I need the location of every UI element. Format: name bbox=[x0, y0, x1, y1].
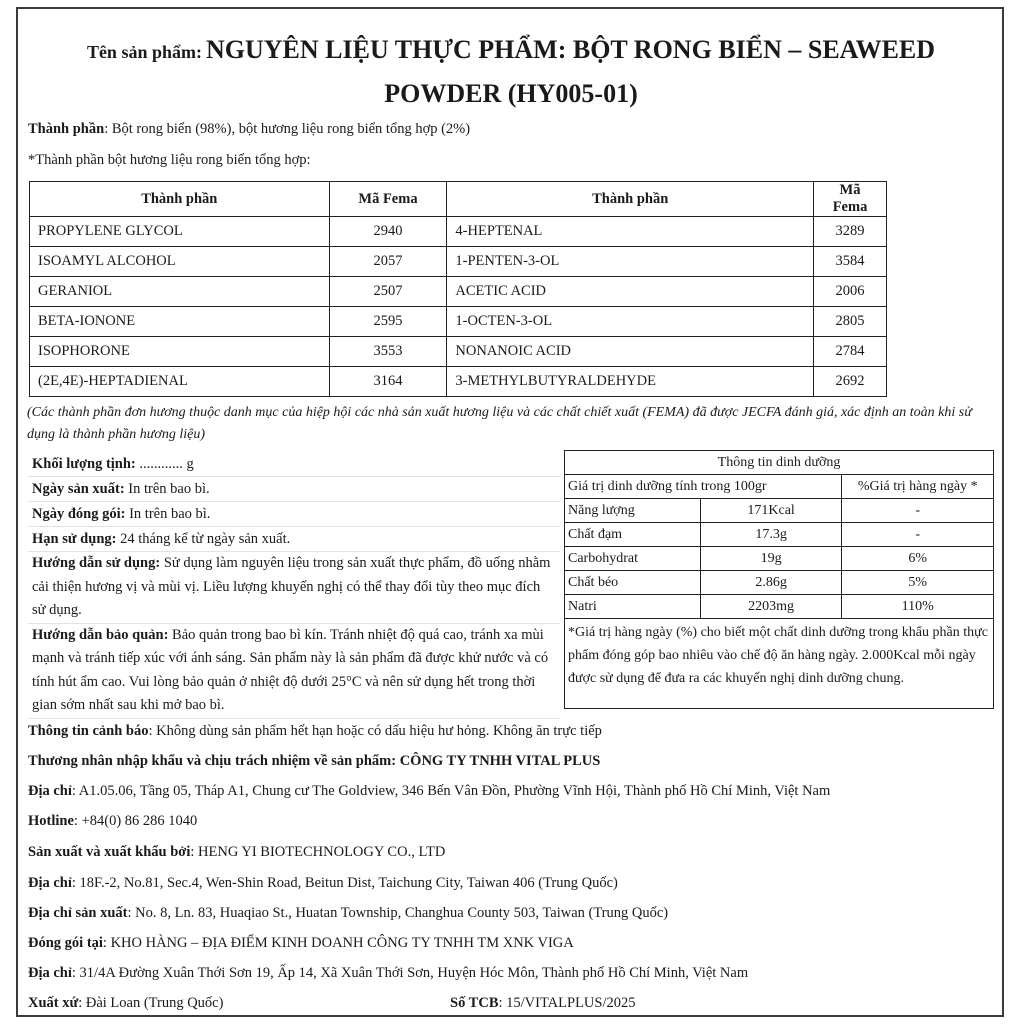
info-value: ............ g bbox=[135, 456, 194, 472]
fema-ingredient: 1-OCTEN-3-OL bbox=[447, 307, 814, 337]
nutrition-header-row bbox=[565, 475, 994, 499]
product-name-line2: POWDER (HY005-01) bbox=[384, 79, 638, 108]
fema-row bbox=[30, 367, 887, 397]
fema-note: (Các thành phần đơn hương thuộc danh mục của hiệp hội các nhà sản xuất hương liệu và các chất chiết xuất (FEMA) đã được JECFA đánh giá, xác định an toàn khi sử dụng là thành phần hương liệu) bbox=[27, 405, 972, 442]
info-label: Khối lượng tịnh: bbox=[32, 456, 136, 472]
nutrition-row bbox=[565, 595, 994, 619]
nutrition-footnote: *Giá trị hàng ngày (%) cho biết một chất dinh dưỡng trong khẩu phần thực phẩm đóng góp bao nhiêu vào chế độ ăn hàng ngày. 2.000Kcal mỗi ngày được sử dụng để đưa ra các khuyến nghị dinh dưỡng chung. bbox=[565, 619, 994, 709]
hotline-value: : +84(0) 86 286 1040 bbox=[73, 813, 198, 829]
composition-value: : Bột rong biển (98%), bột hương liệu rong biển tổng hợp (2%) bbox=[104, 121, 471, 137]
origin-value: : Đài Loan (Trung Quốc) bbox=[78, 995, 224, 1011]
production-address-line bbox=[28, 905, 668, 922]
nutrition-title: Thông tin dinh dưỡng bbox=[565, 451, 994, 475]
manufacturer-line bbox=[28, 844, 445, 861]
nutrient-dv: 110% bbox=[842, 595, 994, 619]
fema-table bbox=[29, 181, 887, 397]
nutrient-dv: - bbox=[842, 523, 994, 547]
address-label: Địa chỉ bbox=[28, 965, 72, 981]
product-name-label: Tên sản phẩm: bbox=[86, 42, 202, 62]
nutrition-header-dv: %Giá trị hàng ngày * bbox=[842, 475, 994, 499]
fema-ingredient: ISOAMYL ALCOHOL bbox=[30, 247, 330, 277]
origin-line bbox=[28, 995, 223, 1012]
nutrient-amount: 2203mg bbox=[700, 595, 842, 619]
fema-code: 2784 bbox=[814, 337, 887, 367]
importer-address-line bbox=[28, 783, 830, 800]
manufacturer-value: : HENG YI BIOTECHNOLOGY CO., LTD bbox=[190, 844, 446, 860]
nutrient-name: Chất đạm bbox=[565, 523, 701, 547]
flavor-composition-heading: *Thành phần bột hương liệu rong biển tổng hợp: bbox=[28, 152, 311, 168]
nutrition-row bbox=[565, 547, 994, 571]
fema-code: 3289 bbox=[814, 217, 887, 247]
fema-row bbox=[30, 337, 887, 367]
nutrition-table bbox=[564, 450, 994, 709]
hotline-line bbox=[28, 813, 197, 830]
nutrient-amount: 17.3g bbox=[700, 523, 842, 547]
production-address-label: Địa chỉ sản xuất bbox=[28, 905, 128, 921]
info-label: Hướng dẫn bảo quản: bbox=[32, 626, 169, 643]
fema-code: 3553 bbox=[329, 337, 447, 367]
fema-row bbox=[30, 307, 887, 337]
fema-ingredient: BETA-IONONE bbox=[30, 307, 330, 337]
manufacturer-address-line bbox=[28, 875, 618, 892]
nutrient-name: Năng lượng bbox=[565, 499, 701, 523]
fema-code: 2006 bbox=[814, 277, 887, 307]
warning-value: : Không dùng sản phẩm hết hạn hoặc có dấu hiệu hư hỏng. Không ăn trực tiếp bbox=[148, 723, 602, 739]
info-value: In trên bao bì. bbox=[124, 481, 210, 497]
info-expiry bbox=[28, 527, 560, 552]
nutrition-title-row bbox=[565, 451, 994, 475]
fema-row bbox=[30, 217, 887, 247]
fema-ingredient: (2E,4E)-HEPTADIENAL bbox=[30, 367, 330, 397]
fema-header-ingredient: Thành phần bbox=[30, 182, 330, 217]
packaged-at-label: Đóng gói tại bbox=[28, 935, 103, 951]
fema-code: 2805 bbox=[814, 307, 887, 337]
info-value: In trên bao bì. bbox=[125, 506, 211, 522]
nutrition-row bbox=[565, 523, 994, 547]
composition-label: Thành phần bbox=[28, 121, 105, 137]
nutrient-amount: 171Kcal bbox=[700, 499, 842, 523]
info-usage bbox=[28, 552, 560, 624]
packaged-at-value: : KHO HÀNG – ĐỊA ĐIỂM KINH DOANH CÔNG TY TNHH TM XNK VIGA bbox=[102, 935, 574, 951]
nutrient-dv: 5% bbox=[842, 571, 994, 595]
composition-line bbox=[28, 121, 470, 138]
address-label: Địa chỉ bbox=[28, 875, 72, 891]
fema-row bbox=[30, 247, 887, 277]
tcb-line bbox=[450, 995, 636, 1012]
product-name-line1: NGUYÊN LIỆU THỰC PHẨM: BỘT RONG BIỂN – SEAWEED bbox=[205, 35, 936, 64]
address-value: : 18F.-2, No.81, Sec.4, Wen-Shin Road, Beitun Dist, Taichung City, Taiwan 406 (Trung Quốc) bbox=[71, 875, 618, 891]
fema-ingredient: NONANOIC ACID bbox=[447, 337, 814, 367]
nutrient-amount: 19g bbox=[700, 547, 842, 571]
info-value: 24 tháng kể từ ngày sản xuất. bbox=[116, 531, 291, 547]
hotline-label: Hotline bbox=[28, 813, 74, 829]
nutrient-name: Chất béo bbox=[565, 571, 701, 595]
info-value: Bảo quản trong bao bì kín. Tránh nhiệt độ quá cao, tránh xa mùi mạnh và tránh tiếp xúc với ánh sáng. Sản phẩm này là sản phẩm đã được khử nước và có tính hút ẩm cao. Vui lòng bảo quản ở nhiệt độ dưới 25°C và nên sử dụng hết trong thời gian sớm nhất sau khi mở bao bì. bbox=[32, 626, 549, 713]
nutrient-dv: - bbox=[842, 499, 994, 523]
info-packaging-date bbox=[28, 502, 560, 527]
nutrition-row bbox=[565, 571, 994, 595]
info-label: Ngày sản xuất: bbox=[32, 481, 125, 497]
info-value: Sử dụng làm nguyên liệu trong sản xuất thực phẩm, đồ uống nhằm cải thiện hương vị và mùi vị. Liều lượng khuyến nghị có thể thay đổi tùy theo mục đích sử dụng. bbox=[32, 555, 551, 618]
origin-label: Xuất xứ bbox=[28, 995, 79, 1011]
warning-line bbox=[28, 723, 602, 740]
warning-label: Thông tin cảnh báo bbox=[28, 723, 149, 739]
nutrition-footnote-row bbox=[565, 619, 994, 709]
info-label: Hướng dẫn sử dụng: bbox=[32, 555, 161, 571]
address-value: : A1.05.06, Tầng 05, Tháp A1, Chung cư The Goldview, 346 Bến Vân Đồn, Phường Vĩnh Hội, Thành phố Hồ Chí Minh, Việt Nam bbox=[71, 783, 831, 799]
fema-ingredient: 4-HEPTENAL bbox=[447, 217, 814, 247]
fema-header-code: Mã Fema bbox=[814, 182, 887, 217]
fema-code: 3584 bbox=[814, 247, 887, 277]
info-label: Hạn sử dụng: bbox=[32, 531, 117, 547]
nutrient-dv: 6% bbox=[842, 547, 994, 571]
product-title bbox=[18, 30, 1004, 114]
nutrition-header-per100: Giá trị dinh dưỡng tính trong 100gr bbox=[565, 475, 842, 499]
tcb-value: : 15/VITALPLUS/2025 bbox=[498, 995, 636, 1011]
tcb-label: Số TCB bbox=[450, 995, 499, 1011]
info-net-weight bbox=[28, 452, 560, 477]
fema-ingredient: ACETIC ACID bbox=[447, 277, 814, 307]
fema-ingredient: 3-METHYLBUTYRALDEHYDE bbox=[447, 367, 814, 397]
fema-code: 3164 bbox=[329, 367, 447, 397]
production-address-value: : No. 8, Ln. 83, Huaqiao St., Huatan Township, Changhua County 503, Taiwan (Trung Quốc) bbox=[127, 905, 669, 921]
info-storage bbox=[28, 624, 560, 719]
fema-ingredient: ISOPHORONE bbox=[30, 337, 330, 367]
address-label: Địa chỉ bbox=[28, 783, 72, 799]
fema-code: 2595 bbox=[329, 307, 447, 337]
importer-line bbox=[28, 753, 600, 770]
product-info-list bbox=[28, 452, 560, 719]
fema-header-code: Mã Fema bbox=[329, 182, 447, 217]
fema-code: 2940 bbox=[329, 217, 447, 247]
address-value: : 31/4A Đường Xuân Thới Sơn 19, Ấp 14, Xã Xuân Thới Sơn, Huyện Hóc Môn, Thành phố Hồ Chí Minh, Việt Nam bbox=[71, 965, 749, 981]
fema-ingredient: PROPYLENE GLYCOL bbox=[30, 217, 330, 247]
packaged-at-line bbox=[28, 935, 574, 952]
fema-code: 2507 bbox=[329, 277, 447, 307]
packager-address-line bbox=[28, 965, 748, 982]
importer-label: Thương nhân nhập khẩu và chịu trách nhiệm về sản phẩm: CÔNG TY TNHH VITAL PLUS bbox=[28, 753, 601, 769]
fema-header-ingredient: Thành phần bbox=[447, 182, 814, 217]
nutrient-name: Carbohydrat bbox=[565, 547, 701, 571]
fema-header-row bbox=[30, 182, 887, 217]
fema-ingredient: 1-PENTEN-3-OL bbox=[447, 247, 814, 277]
info-label: Ngày đóng gói: bbox=[32, 506, 126, 522]
fema-code: 2692 bbox=[814, 367, 887, 397]
nutrition-row bbox=[565, 499, 994, 523]
nutrient-amount: 2.86g bbox=[700, 571, 842, 595]
info-manufacture-date bbox=[28, 477, 560, 502]
fema-ingredient: GERANIOL bbox=[30, 277, 330, 307]
nutrient-name: Natri bbox=[565, 595, 701, 619]
fema-row bbox=[30, 277, 887, 307]
manufacturer-label: Sản xuất và xuất khẩu bởi bbox=[28, 844, 191, 860]
fema-code: 2057 bbox=[329, 247, 447, 277]
